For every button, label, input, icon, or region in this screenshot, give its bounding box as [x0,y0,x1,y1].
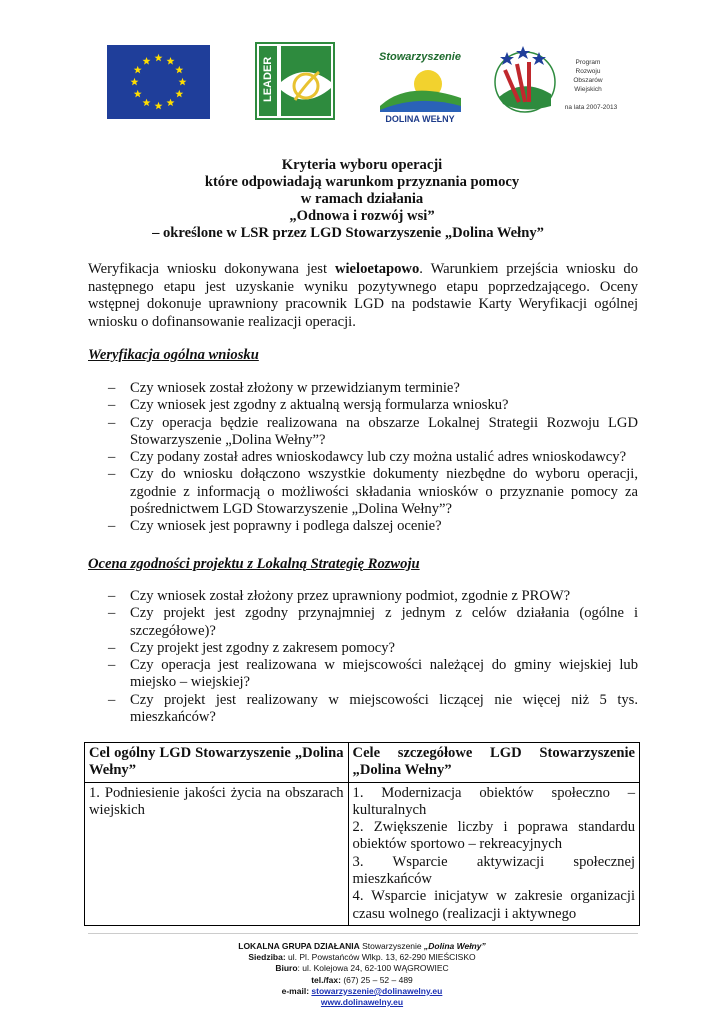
section-heading-lsr-compliance: Ocena zgodności projektu z Lokalną Strategię Rozwoju [88,556,420,572]
intro-part-1: Weryfikacja wniosku dokonywana jest [88,261,335,277]
title-line-4: „Odnowa i rozwój wsi” [289,208,435,224]
list-item: – Czy wniosek jest poprawny i podlega dalszej ocenie? [88,518,638,535]
section-heading-general-verification: Weryfikacja ogólna wniosku [88,347,259,363]
footer-tel-label: tel./fax: [311,974,341,985]
prow-text-1: Program [575,59,601,66]
specific-goal-item: 1. Modernizacja obiektów społeczno – kulturalnych [352,784,635,818]
footer-seat-label: Siedziba: [248,952,286,963]
footer-office [160,963,564,974]
list-item: – Czy podany został adres wnioskodawcy lub czy można ustalić adres wnioskodawcy? [88,449,638,466]
table-header-general-goal: Cel ogólny LGD Stowarzyszenie „Dolina Wełny” [85,743,349,783]
dolina-welny-logo [378,40,463,126]
intro-paragraph [88,261,638,331]
footer-office-label: Biuro [275,963,298,974]
lsr-compliance-list [88,588,638,726]
specific-goal-item: 4. Wsparcie inicjatyw w zakresie organizacji czasu wolnego (realizacji i aktywnego [352,888,635,922]
table-row [85,782,640,925]
dolina-logo-top-text: Stowarzyszenie [379,51,461,63]
eu-stars-icon [107,45,210,119]
intro-bold: wieloetapowo [334,261,420,277]
eu-flag-logo [107,45,210,119]
list-item: – Czy projekt jest realizowany w miejscowości liczącej nie więcej niż 5 tys. mieszkańców? [88,692,638,727]
footer-divider [88,933,638,934]
list-item: – Czy wniosek jest zgodny z aktualną wersją formularza wniosku? [88,397,638,414]
list-item: – Czy projekt jest zgodny przynajmniej z jednym z celów działania (ogólne i szczegółowe)? [88,605,638,640]
logo-bar [0,40,724,128]
list-item: – Czy do wniosku dołączono wszystkie dokumenty niezbędne do wyboru operacji, zgodnie z informacją o możliwości składania wniosków o przyznanie pomocy za pośrednictwem LGD Stowarzyszenie „Dolina Wełny”? [88,466,638,518]
footer-org [160,941,564,952]
footer-www-link[interactable]: www.dolinawelny.eu [320,997,404,1008]
footer-email [160,986,564,997]
table-cell-specific-goals [348,782,639,925]
footer-org-rest: Stowarzyszenie [359,941,425,951]
footer-org-bold: LOKALNA GRUPA DZIAŁANIA [238,941,360,951]
list-item: – Czy wniosek został złożony przez uprawniony podmiot, zgodnie z PROW? [88,588,638,605]
specific-goal-item: 2. Zwiększenie liczby i poprawa standardu obiektów sportowo – rekreacyjnych [352,819,635,853]
list-item: – Czy operacja jest realizowana w miejscowości należącej do gminy wiejskiej lub miejsko – wiejskiej? [88,657,638,692]
title-line-3: w ramach działania [300,191,424,207]
general-verification-list [88,380,638,536]
goals-table [84,742,640,926]
leader-logo [255,42,335,120]
footer-email-label: e-mail: [281,985,310,996]
list-item: – Czy projekt jest zgodny z zakresem pomocy? [88,640,638,657]
document-title [152,157,564,242]
list-item: – Czy operacja będzie realizowana na obszarze Lokalnej Strategii Rozwoju LGD Stowarzyszenie „Dolina Wełny”? [88,415,638,450]
title-line-1: Kryteria wyboru operacji [281,157,443,173]
footer-www [160,997,564,1008]
footer-office-value: : ul. Kolejowa 24, 62-100 WĄGROWIEC [297,963,449,974]
prow-text-5: na lata 2007-2013 [564,104,618,111]
dolina-logo-bottom-text: DOLINA WEŁNY [385,114,455,124]
footer-tel [160,975,564,986]
footer-email-link[interactable]: stowarzyszenie@dolinawelny.eu [311,985,443,996]
title-line-5: – określone w LSR przez LGD Stowarzyszenie „Dolina Wełny” [152,225,544,241]
footer-tel-value: (67) 25 – 52 – 489 [340,974,413,985]
table-header-row [85,743,640,783]
footer-seat [160,952,564,963]
prow-text-2: Rozwoju [575,68,601,75]
specific-goal-item: 3. Wsparcie aktywizacji społecznej mieszkańców [352,853,635,888]
prow-text-3: Obszarów [573,77,603,84]
list-item: – Czy wniosek został złożony w przewidzianym terminie? [88,380,638,397]
intro-part-2: . Warunkiem przejścia wniosku do następnego etapu jest uzyskanie wyniku pozytywnego etapu poprzedzającego. Oceny wstępnej dokonuje uprawniony pracownik LGD na podstawie Karty Weryfikacji ogólnej wniosku o dofinansowanie realizacji operacji. [88,261,638,330]
prow-text-4: Wiejskich [574,86,602,93]
footer-org-name: „Dolina Wełny” [424,941,486,951]
table-header-specific-goals: Cele szczegółowe LGD Stowarzyszenie „Dolina Wełny” [348,743,639,783]
page-footer [160,941,564,1008]
leader-logo-text: LEADER [262,56,274,102]
title-line-2: które odpowiadają warunkom przyznania pomocy [204,174,520,190]
footer-seat-value: ul. Pl. Powstańców Wlkp. 13, 62-290 MIEŚCISKO [285,952,476,963]
prow-logo [493,42,623,122]
table-cell-general-goal: 1. Podniesienie jakości życia na obszarach wiejskich [85,782,349,925]
